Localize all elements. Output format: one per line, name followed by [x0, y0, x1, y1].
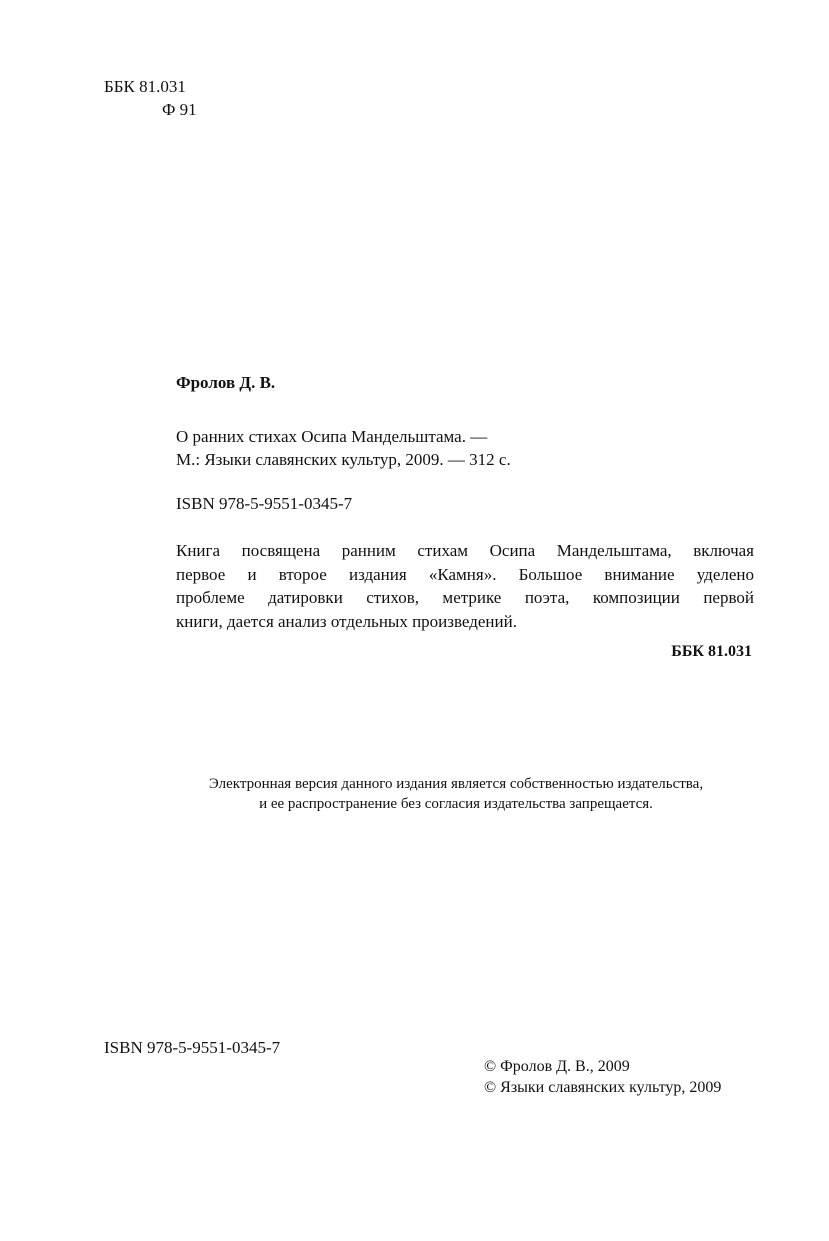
abstract-line: книги, дается анализ отдельных произведений. [176, 611, 517, 631]
copyright-notice [150, 774, 762, 814]
author-sign: Ф 91 [162, 100, 197, 119]
notice-line-1: Электронная версия данного издания является собственностью издательства, [208, 776, 704, 792]
abstract-line: Книга посвящена ранним стихам Осипа Мандельштама, включая [176, 541, 754, 560]
abstract [176, 539, 754, 633]
copyright-block [484, 1056, 721, 1098]
bbk-record: ББК 81.031 [671, 643, 752, 660]
author-name: Фролов Д. В. [176, 373, 276, 392]
notice-line-2: и ее распространение без согласия издательства запрещается. [259, 796, 653, 812]
isbn-footer: ISBN 978-5-9551-0345-7 [104, 1038, 281, 1057]
copyright-author: © Фролов Д. В., 2009 [484, 1058, 630, 1075]
copyright-publisher: © Языки славянских культур, 2009 [484, 1079, 722, 1096]
title-line-2: М.: Языки славянских культур, 2009. — 312 с. [176, 450, 511, 469]
abstract-line: проблеме датировки стихов, метрике поэта, композиции первой [176, 588, 754, 607]
bbk-classification-code: ББК 81.031 [104, 77, 186, 96]
title-line-1: О ранних стихах Осипа Мандельштама. — [176, 427, 488, 446]
isbn-record: ISBN 978-5-9551-0345-7 [176, 494, 353, 513]
abstract-line: первое и второе издания «Камня». Большое внимание уделено [176, 564, 754, 584]
